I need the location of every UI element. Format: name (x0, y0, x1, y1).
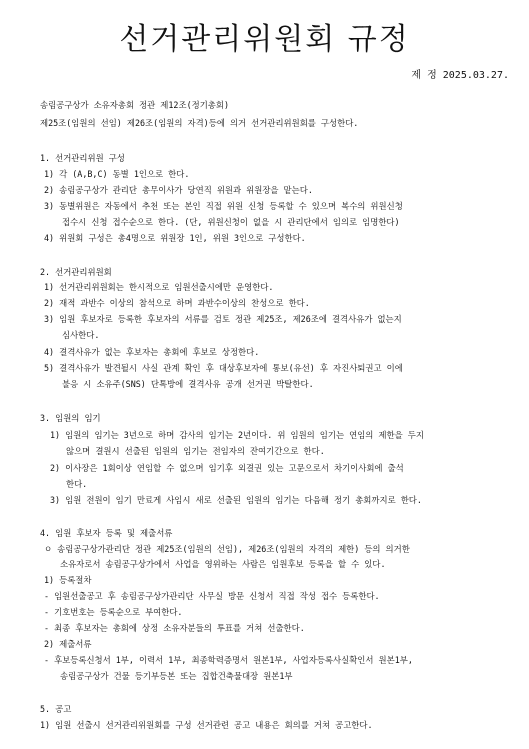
document-title: 선거관리위원회 규정 (119, 22, 410, 57)
list-item-continued: 한다. (66, 479, 88, 489)
list-item: - 후보등록신청서 1부, 이력서 1부, 최종학력증명서 원본1부, 사업자등록사실확인서 원본1부, (44, 655, 413, 665)
list-item: 1) 임원 선출시 선거관리위원회를 구성 선거관련 공고 내용은 회의를 거쳐 공고한다. (40, 720, 373, 730)
list-item-continued: 불응 시 소유주(SNS) 단톡방에 결격사유 공개 선거권 박탈한다. (62, 379, 314, 389)
list-item: 2) 제출서류 (44, 639, 92, 649)
section-heading: 2. 선거관리위원회 (40, 267, 112, 277)
section-heading: 4. 임원 후보자 등록 및 제출서류 (40, 528, 173, 538)
list-item: 5) 결격사유가 발견될시 사실 관계 확인 후 대상후보자에 통보(유선) 후 자진사퇴권고 이에 (44, 363, 403, 373)
list-item: - 최종 후보자는 총회에 상정 소유자분들의 투표를 거쳐 선출한다. (44, 623, 305, 633)
list-item: 4) 위원회 구성은 총4명으로 위원장 1인, 위원 3인으로 구성한다. (44, 233, 306, 243)
list-item-continued: 심사한다. (62, 330, 100, 340)
list-item: 2) 재적 과반수 이상의 참석으로 하며 과반수이상의 찬성으로 한다. (44, 298, 310, 308)
list-item: 1) 임원의 임기는 3년으로 하며 감사의 임기는 2년이다. 위 임원의 임기는 연임의 제한을 두지 (50, 430, 424, 440)
list-item: ㅇ 송림공구상가관리단 정관 제25조(임원의 선임), 제26조(임원의 자격의 제한) 등의 의거한 (44, 544, 410, 554)
list-item-continued: 접수시 신청 접수순으로 한다. (단, 위원신청이 없을 시 관리단에서 임의로 임명한다) (62, 217, 400, 227)
list-item: 2) 이사장은 1회이상 연임할 수 없으며 임기후 외결권 있는 고문으로서 차기이사회에 출석 (50, 463, 404, 473)
section-heading: 5. 공고 (40, 704, 72, 714)
list-item-continued: 소유자로서 송림공구상가에서 사업을 영위하는 사람은 임원후보 등록을 할 수 있다. (60, 559, 386, 569)
intro-line: 제25조(임원의 선임) 제26조(임원의 자격)등에 의거 선거관리위원회를 구성한다. (40, 118, 359, 128)
list-item: 1) 각 (A,B,C) 동별 1인으로 한다. (44, 169, 190, 179)
list-item: - 임원선출공고 후 송림공구상가관리단 사무실 방문 신청서 직접 작성 접수 등록한다. (44, 591, 380, 601)
section-heading: 3. 임원의 임기 (40, 413, 101, 423)
list-item: 3) 임원 전원이 임기 만료게 사임시 새로 선출된 임원의 임기는 다음해 정기 총회까지로 한다. (50, 495, 422, 505)
section-heading: 1. 선거관리위원 구성 (40, 153, 125, 163)
list-item-continued: 않으며 결원시 선출된 임원의 임기는 전임자의 잔여기간으로 한다. (66, 446, 325, 456)
list-item: 4) 결격사유가 없는 후보자는 총회에 후보로 상정한다. (44, 347, 260, 357)
list-item: - 기호번호는 등록순으로 부여한다. (44, 607, 183, 617)
list-item: 1) 등록절차 (44, 575, 92, 585)
list-item-continued: 송림공구상가 건물 등기부등본 또는 집합건축물대장 원본1부 (60, 671, 293, 681)
list-item: 1) 선거관리위원회는 한시적으로 임원선출시에만 운영한다. (44, 282, 274, 292)
enactment-date: 제 정 2025.03.27. (411, 70, 509, 81)
intro-line: 송림공구상가 소유자총회 정관 제12조(정기총회) (40, 100, 230, 110)
list-item: 3) 임원 후보자로 등록한 후보자의 서류를 검토 정관 제25조, 제26조에 결격사유가 없는지 (44, 314, 402, 324)
list-item: 2) 송림공구상가 관리단 총무이사가 당연직 위원과 위원장을 맡는다. (44, 185, 313, 195)
list-item: 3) 동별위원은 자동에서 추천 또는 본인 직접 위원 신청 등록할 수 있으며 복수의 위원신청 (44, 201, 403, 211)
